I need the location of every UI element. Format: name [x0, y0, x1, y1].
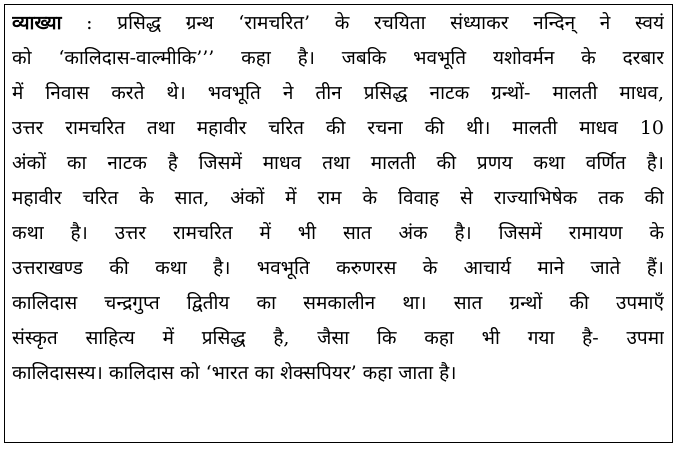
passage-line-2: को ‘कालिदास-वाल्मीकि’’’ कहा है। जबकि भवभूति यशोवर्मन के दरबार: [12, 47, 664, 69]
passage-line-4: उत्तर रामचरित तथा महावीर चरित की रचना की थी। मालती माधव 10: [12, 117, 664, 139]
passage-line-10: संस्कृत साहित्य में प्रसिद्ध है, जैसा कि कहा भी गया है- उपमा: [12, 327, 664, 349]
passage-line-1-text: : प्रसिद्ध ग्रन्थ ‘रामचरित’ के रचयिता संध्याकर नन्दिन् ने स्वयं: [61, 12, 664, 34]
passage-line-5: अंकों का नाटक है जिसमें माधव तथा मालती की प्रणय कथा वर्णित है।: [12, 152, 664, 174]
passage-line-1: [12, 7, 664, 40]
passage-line-8: उत्तराखण्ड की कथा है। भवभूति करुणरस के आचार्य माने जाते हैं।: [12, 257, 664, 279]
explanation-label: व्याख्या: [12, 12, 62, 34]
passage-line-6: महावीर चरित के सात, अंकों में राम के विवाह से राज्याभिषेक तक की: [12, 187, 664, 209]
passage-line-11: कालिदासस्य। कालिदास को ‘भारत का शेक्सपियर’ कहा जाता है।: [12, 362, 457, 384]
explanation-box: [4, 4, 673, 443]
passage-line-3: में निवास करते थे। भवभूति ने तीन प्रसिद्ध नाटक ग्रन्थों- मालती माधव,: [12, 82, 664, 104]
passage-line-9: कालिदास चन्द्रगुप्त द्वितीय का समकालीन था। सात ग्रन्थों की उपमाएँ: [12, 292, 664, 314]
passage-line-7: कथा है। उत्तर रामचरित में भी सात अंक है। जिसमें रामायण के: [12, 222, 664, 244]
cut-off-next-line: [40, 445, 520, 453]
